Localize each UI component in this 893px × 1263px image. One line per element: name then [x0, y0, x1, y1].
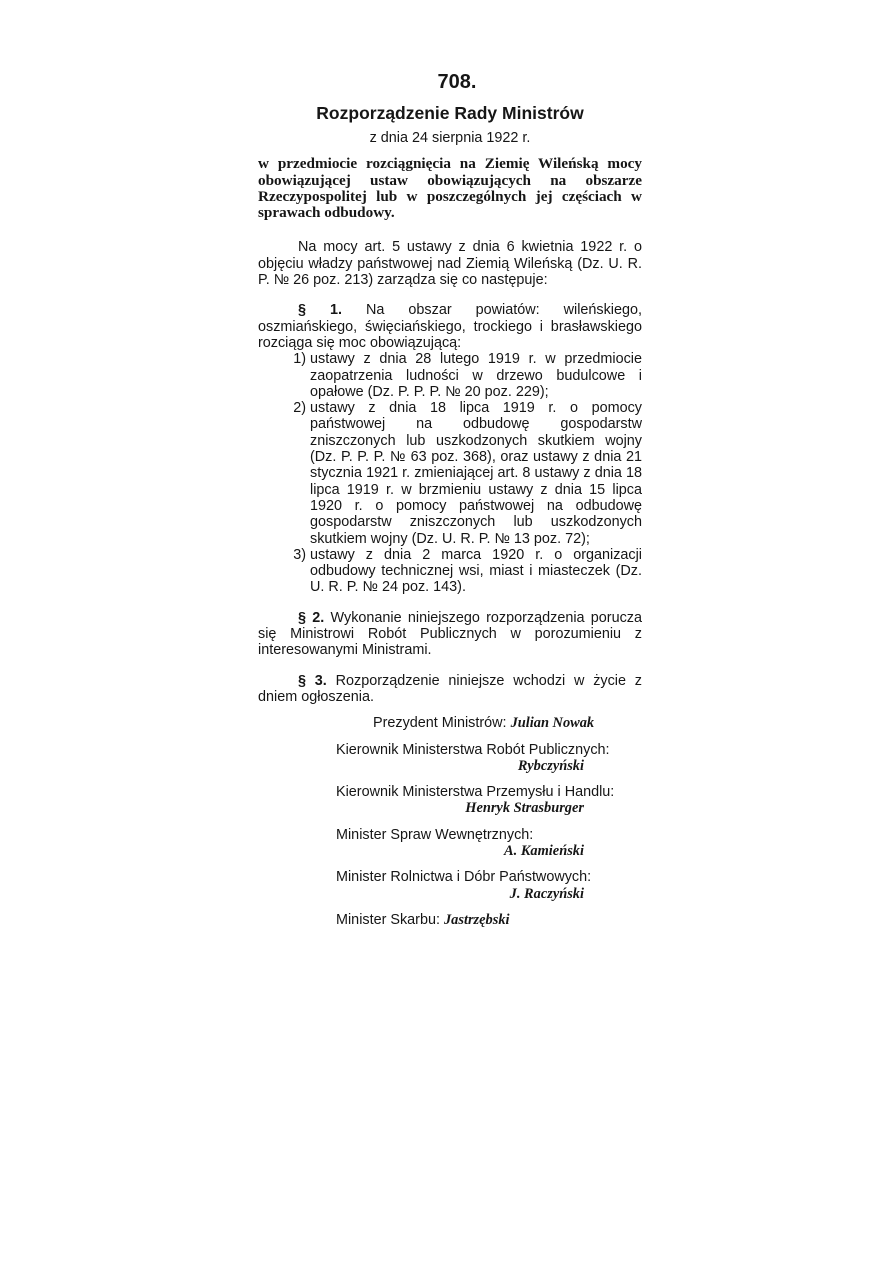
list-item-text: ustawy z dnia 2 marca 1920 r. o organizacji odbudowy technicznej wsi, miast i miasteczek (Dz. U. R. P. № 24 poz. 143).: [310, 546, 642, 596]
signature-role: Minister Rolnictwa i Dóbr Państwowych:: [336, 869, 592, 886]
signatures: [258, 715, 642, 928]
section-2: [258, 610, 642, 659]
signature-role: Kierownik Ministerstwa Robót Publicznych:: [336, 741, 610, 758]
signature-minister: [258, 869, 642, 902]
signature-name: Henryk Strasburger: [465, 800, 584, 817]
document-subject: w przedmiocie rozciągnięcia na Ziemię Wileńską mocy obowiązującej ustaw obowiązujących na obszarze Rzeczypospolitej lub w poszczególnych jej częściach w sprawach odbudowy.: [258, 155, 642, 222]
signature-minister: [258, 827, 642, 860]
signature-name: A. Kamieński: [504, 842, 584, 859]
list-item-number: 2): [293, 400, 306, 417]
list-item-number: 3): [293, 546, 306, 563]
document-page: [258, 70, 642, 938]
document-title: Rozporządzenie Rady Ministrów: [316, 103, 584, 123]
document-date: z dnia 24 sierpnia 1922 r.: [369, 130, 531, 146]
section-2-text: Wykonanie niniejszego rozporządzenia porucza się Ministrowi Robót Publicznych w porozumieniu z interesowanymi Ministrami.: [258, 609, 642, 659]
signature-role: Minister Skarbu:: [336, 911, 440, 928]
section-3-text: Rozporządzenie niniejsze wchodzi w życie z dniem ogłoszenia.: [258, 672, 642, 705]
section-2-label: § 2.: [298, 609, 325, 626]
list-item-text: ustawy z dnia 28 lutego 1919 r. w przedmiocie zaopatrzenia ludności w drzewo budulcowe i opałowe (Dz. P. P. P. № 20 poz. 229);: [310, 351, 642, 400]
list-item: [258, 547, 642, 596]
signature-role: Minister Spraw Wewnętrznych:: [336, 826, 534, 843]
signature-president: [258, 715, 642, 731]
section-1-label: § 1.: [298, 302, 343, 319]
list-item-number: 1): [293, 351, 306, 368]
list-item: [258, 351, 642, 400]
signature-name: Julian Nowak: [510, 715, 595, 732]
signature-name: Jastrzębski: [443, 911, 510, 928]
preamble: Na mocy art. 5 ustawy z dnia 6 kwietnia 1922 r. o objęciu władzy państwowej nad Ziemią Wileńską (Dz. U. R. P. № 26 poz. 213) zarządza się co następuje:: [258, 239, 642, 289]
signature-name: J. Raczyński: [509, 885, 584, 902]
signature-role: Prezydent Ministrów:: [373, 715, 507, 732]
section-3: [258, 673, 642, 706]
act-number: 708.: [437, 71, 477, 93]
signature-treasury: [258, 912, 642, 928]
list-item: [258, 400, 642, 547]
section-1: [258, 302, 642, 351]
signature-minister: [258, 784, 642, 817]
section-3-label: § 3.: [298, 672, 327, 689]
list-item-text: ustawy z dnia 18 lipca 1919 r. o pomocy państwowej na odbudowę gospodarstw zniszczonych lub uszkodzonych skutkiem wojny (Dz. P. P. P. № 63 poz. 368), oraz ustawy z dnia 21 stycznia 1921 r. zmieniającej art. 8 ustawy z dnia 18 lipca 1919 r. w brzmieniu ustawy z dnia 15 lipca 1920 r. o pomocy państwowej na odbudowę gospodarstw zniszczonych lub uszkodzonych skutkiem wojny (Dz. U. R. P. № 13 poz. 72);: [310, 400, 642, 547]
signature-minister: [258, 742, 642, 775]
section-1-text: Na obszar powiatów: wileńskiego, oszmiańskiego, święciańskiego, trockiego i brasławskiego rozciąga się moc obowiązującą:: [258, 302, 643, 351]
section-1-list: [258, 351, 642, 595]
signature-name: Rybczyński: [517, 757, 584, 774]
signature-role: Kierownik Ministerstwa Przemysłu i Handlu:: [336, 784, 615, 801]
